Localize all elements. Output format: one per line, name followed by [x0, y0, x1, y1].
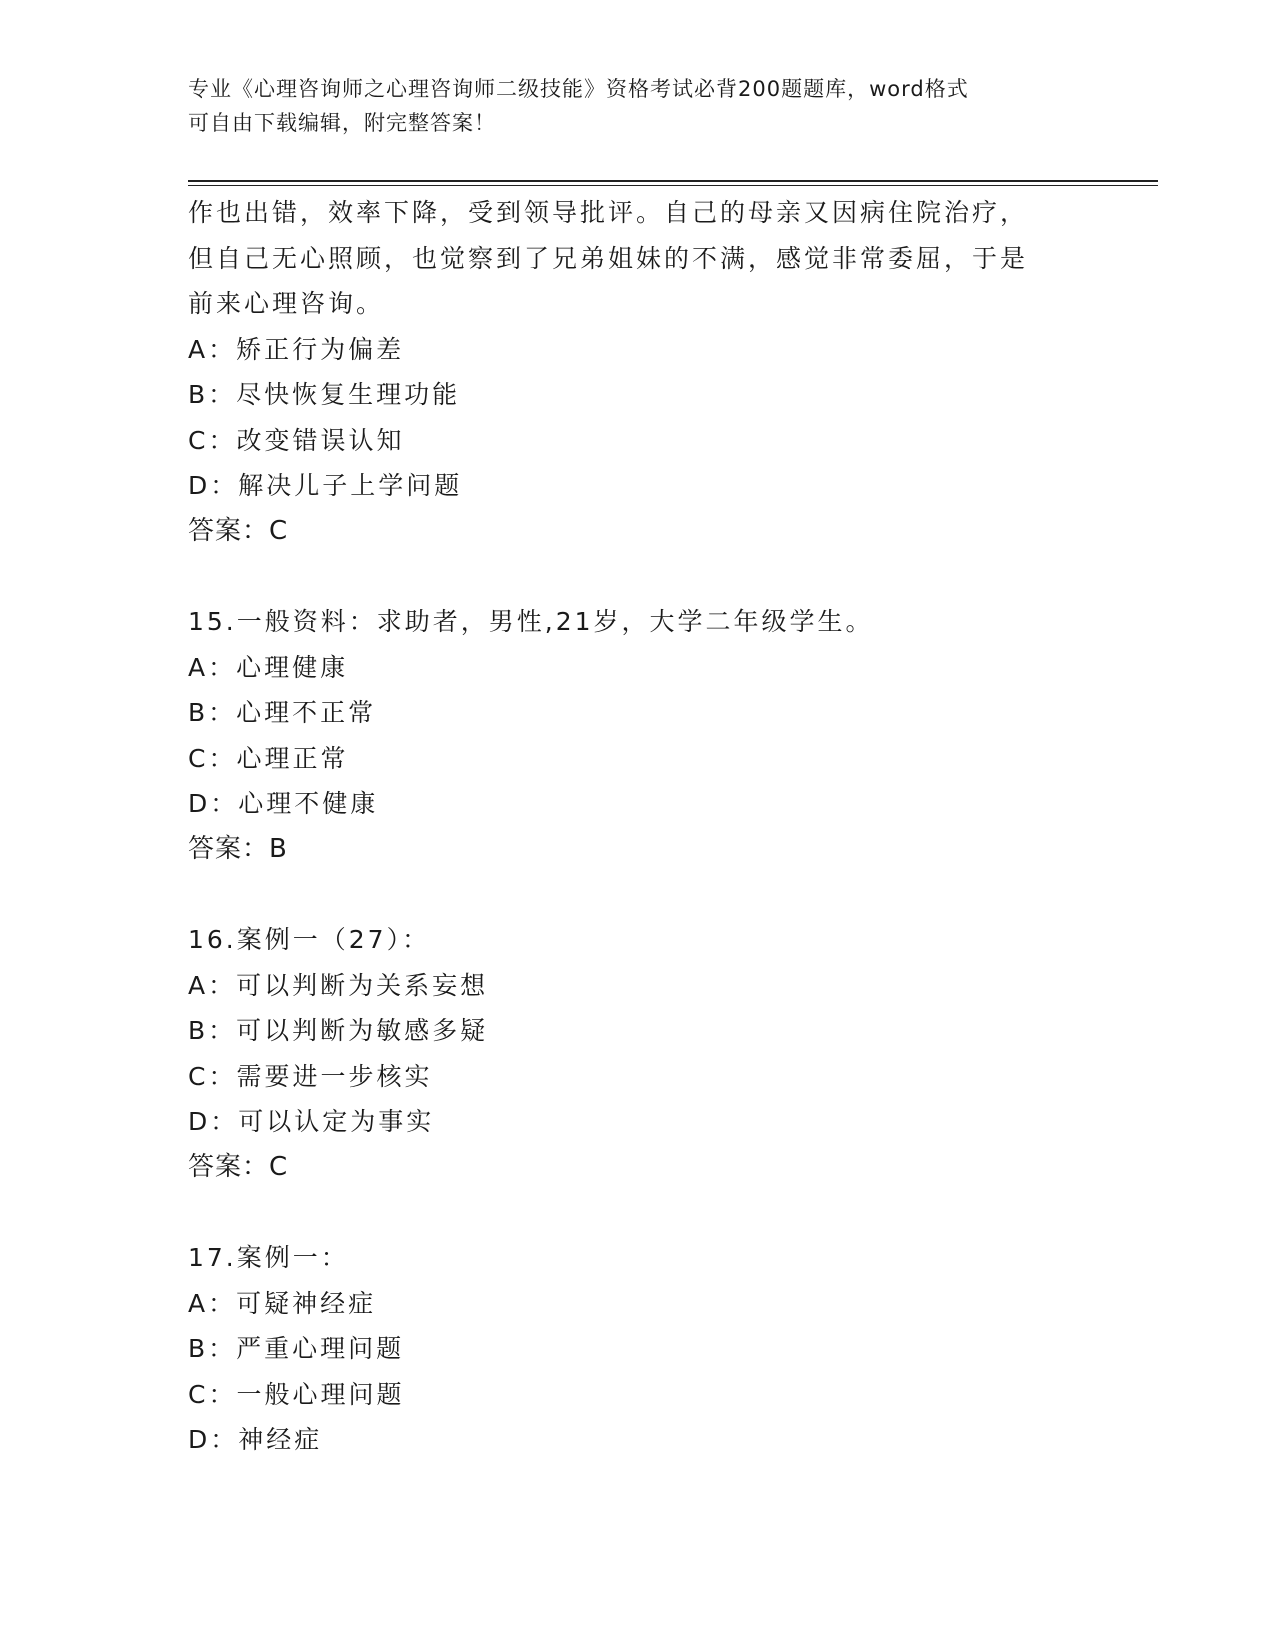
spacer — [188, 554, 1088, 599]
stem-line: 但自己无心照顾，也觉察到了兄弟姐妹的不满，感觉非常委屈，于是 — [188, 243, 1029, 273]
stem-line: 前来心理咨询。 — [188, 289, 385, 318]
option-c: C：心理正常 — [188, 743, 349, 773]
header-line-1: 专业《心理咨询师之心理咨询师二级技能》资格考试必背200题题库，word格式 — [188, 77, 969, 101]
header-line-2: 可自由下载编辑，附完整答案！ — [188, 111, 496, 135]
option-b: B：可以判断为敏感多疑 — [188, 1016, 489, 1045]
header-rule-thin — [188, 185, 1158, 186]
option-c: C：一般心理问题 — [188, 1379, 405, 1409]
spacer — [188, 1190, 1088, 1235]
question-stem: 17.案例一： — [188, 1243, 349, 1272]
option-b: B：尽快恢复生理功能 — [188, 380, 461, 409]
option-a: A：可疑神经症 — [188, 1288, 377, 1318]
document-body — [188, 190, 1088, 1463]
answer-line: 答案：C — [188, 515, 289, 546]
option-b: B：心理不正常 — [188, 698, 377, 727]
option-a: A：矫正行为偏差 — [188, 334, 405, 364]
question-stem: 15.一般资料：求助者，男性,21岁，大学二年级学生。 — [188, 607, 874, 636]
option-d: D：心理不健康 — [188, 789, 379, 818]
option-c: C：改变错误认知 — [188, 425, 405, 455]
document-header — [188, 72, 1088, 140]
question-16 — [188, 917, 1088, 1190]
answer-line: 答案：C — [188, 1151, 289, 1182]
header-rule-thick — [188, 180, 1158, 182]
answer-line: 答案：B — [188, 833, 288, 864]
question-15 — [188, 599, 1088, 872]
option-a: A：心理健康 — [188, 652, 349, 682]
question-continuation — [188, 190, 1088, 554]
option-c: C：需要进一步核实 — [188, 1061, 433, 1091]
option-b: B：严重心理问题 — [188, 1334, 405, 1363]
question-stem: 16.案例一（27）： — [188, 925, 431, 954]
option-a: A：可以判断为关系妄想 — [188, 970, 489, 1000]
spacer — [188, 872, 1088, 917]
option-d: D：解决儿子上学问题 — [188, 471, 463, 500]
option-d: D：神经症 — [188, 1425, 323, 1454]
option-d: D：可以认定为事实 — [188, 1107, 435, 1136]
question-17 — [188, 1235, 1088, 1463]
stem-line: 作也出错，效率下降，受到领导批评。自己的母亲又因病住院治疗， — [188, 198, 1029, 227]
